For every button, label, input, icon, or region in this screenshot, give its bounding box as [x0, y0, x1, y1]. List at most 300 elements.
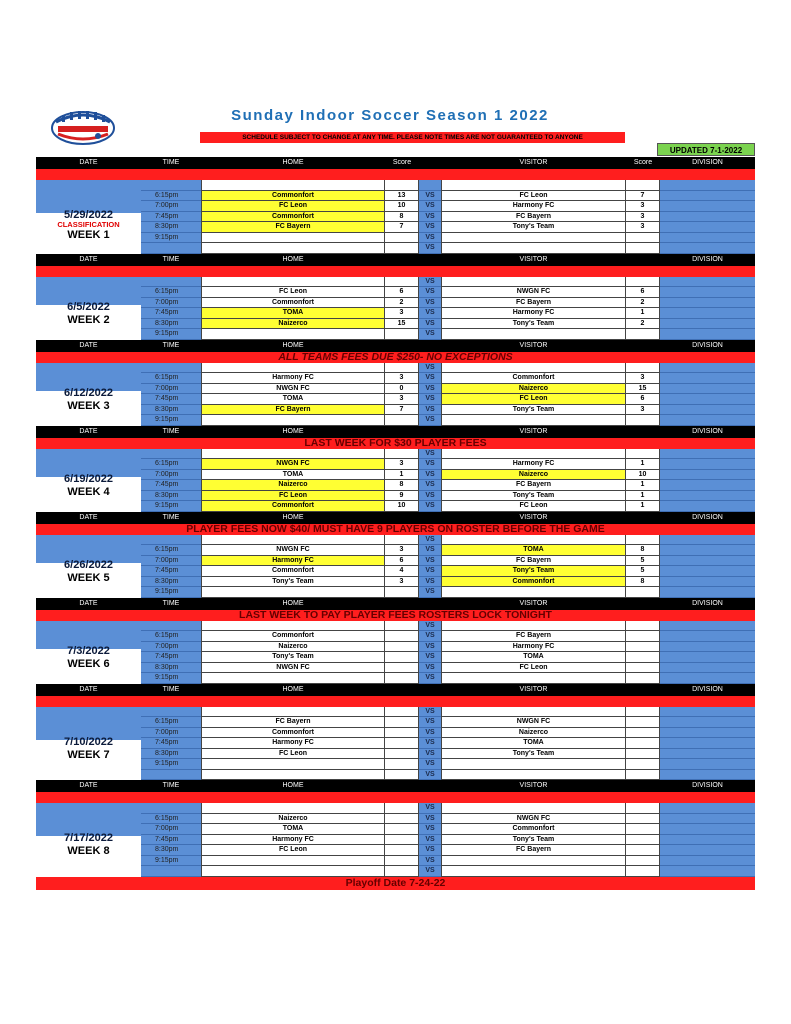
home-score: 6	[385, 287, 419, 298]
visitor-score	[626, 587, 660, 598]
date-cell	[36, 621, 141, 684]
division-cell	[660, 222, 755, 233]
division-cell	[660, 233, 755, 244]
game-time: 9:15pm	[141, 233, 201, 244]
home-score	[385, 180, 419, 191]
visitor-score	[626, 707, 660, 718]
visitor-column-header: VISITOR	[519, 159, 548, 166]
home-score	[385, 277, 419, 288]
home-score	[385, 845, 419, 856]
home-score: 3	[385, 577, 419, 588]
visitor-team: TOMA	[441, 545, 626, 556]
vs-label: VS	[419, 545, 441, 556]
game-time: 7:00pm	[141, 298, 201, 309]
time-column-header: TIME	[162, 159, 180, 166]
home-team: FC Leon	[201, 287, 385, 298]
vs-label: VS	[419, 566, 441, 577]
home-score	[385, 363, 419, 374]
game-time: 9:15pm	[141, 415, 201, 426]
vs-label: VS	[419, 856, 441, 867]
division-cell	[660, 835, 755, 846]
game-row	[36, 770, 755, 781]
game-row	[36, 566, 755, 577]
visitor-team	[441, 329, 626, 340]
visitor-team: Harmony FC	[441, 201, 626, 212]
division-cell	[660, 631, 755, 642]
visitor-team: TOMA	[441, 738, 626, 749]
visitor-team	[441, 673, 626, 684]
home-team: Commonfort	[201, 501, 385, 512]
visitor-score: 1	[626, 308, 660, 319]
division-cell	[660, 673, 755, 684]
home-score: 3	[385, 545, 419, 556]
visitor-team: FC Leon	[441, 501, 626, 512]
date-column-header: DATE	[79, 159, 98, 166]
home-column-header: HOME	[282, 159, 304, 166]
home-score: 3	[385, 373, 419, 384]
vs-label: VS	[419, 480, 441, 491]
visitor-score: 3	[626, 201, 660, 212]
game-time: 7:45pm	[141, 835, 201, 846]
vs-label: VS	[419, 298, 441, 309]
game-time	[141, 449, 201, 460]
column-header-row	[36, 426, 755, 438]
visitor-score	[626, 845, 660, 856]
home-column-header: HOME	[282, 427, 304, 435]
visitor-team: FC Bayern	[441, 556, 626, 567]
game-row	[36, 845, 755, 856]
visitor-score	[626, 803, 660, 814]
home-score	[385, 243, 419, 254]
division-cell	[660, 738, 755, 749]
game-row	[36, 394, 755, 405]
home-team: Naizerco	[201, 642, 385, 653]
visitor-score: 7	[626, 191, 660, 202]
visitor-column-header: VISITOR	[519, 427, 548, 435]
week-block	[36, 621, 755, 684]
division-column-header: DIVISION	[692, 255, 723, 263]
visitor-column-header: VISITOR	[519, 341, 548, 349]
visitor-score	[626, 856, 660, 867]
game-row	[36, 308, 755, 319]
home-team	[201, 329, 385, 340]
vs-label: VS	[419, 673, 441, 684]
visitor-team: FC Bayern	[441, 212, 626, 223]
visitor-score: 2	[626, 319, 660, 330]
division-cell	[660, 749, 755, 760]
game-row	[36, 201, 755, 212]
game-row	[36, 824, 755, 835]
vs-label: VS	[419, 415, 441, 426]
visitor-team: Tony's Team	[441, 319, 626, 330]
home-score	[385, 652, 419, 663]
vs-label: VS	[419, 384, 441, 395]
week-label: WEEK 6	[67, 657, 110, 670]
division-cell	[660, 577, 755, 588]
home-team	[201, 233, 385, 244]
week-block	[36, 803, 755, 877]
division-cell	[660, 243, 755, 254]
game-row	[36, 222, 755, 233]
vs-label	[419, 180, 441, 191]
division-cell	[660, 759, 755, 770]
date-cell	[36, 707, 141, 781]
home-score: 7	[385, 405, 419, 416]
home-team: FC Leon	[201, 845, 385, 856]
visitor-score: 3	[626, 212, 660, 223]
home-score: 8	[385, 212, 419, 223]
week-label: WEEK 2	[67, 313, 110, 326]
visitor-team: Naizerco	[441, 728, 626, 739]
visitor-score	[626, 673, 660, 684]
division-cell	[660, 556, 755, 567]
division-column-header: DIVISION	[692, 341, 723, 349]
game-row	[36, 233, 755, 244]
vs-label: VS	[419, 845, 441, 856]
game-row	[36, 673, 755, 684]
game-row	[36, 405, 755, 416]
game-time: 9:15pm	[141, 673, 201, 684]
date-column-header: DATE	[79, 685, 98, 693]
division-cell	[660, 459, 755, 470]
game-row	[36, 459, 755, 470]
home-column-header: HOME	[282, 513, 304, 521]
week-banner: PLAYER FEES NOW $40/ MUST HAVE 9 PLAYERS ON ROSTER BEFORE THE GAME	[36, 524, 755, 535]
vs-label: VS	[419, 652, 441, 663]
home-team: Harmony FC	[201, 556, 385, 567]
visitor-score: 6	[626, 287, 660, 298]
game-row	[36, 759, 755, 770]
home-score	[385, 707, 419, 718]
week-label: WEEK 7	[67, 748, 110, 761]
visitor-score	[626, 535, 660, 546]
home-team: FC Leon	[201, 491, 385, 502]
home-team: FC Leon	[201, 201, 385, 212]
division-cell	[660, 415, 755, 426]
week-banner: ALL TEAMS FEES DUE $250- NO EXCEPTIONS	[36, 352, 755, 363]
playoff-footer: Playoff Date 7-24-22	[36, 877, 755, 890]
visitor-score: 5	[626, 556, 660, 567]
game-time	[141, 363, 201, 374]
game-row	[36, 277, 755, 288]
visitor-score	[626, 749, 660, 760]
division-cell	[660, 663, 755, 674]
column-header-row	[36, 598, 755, 610]
home-team: FC Bayern	[201, 717, 385, 728]
game-row	[36, 749, 755, 760]
vs-label: VS	[419, 824, 441, 835]
home-team	[201, 759, 385, 770]
visitor-score	[626, 233, 660, 244]
vs-label: VS	[419, 394, 441, 405]
time-column-header: TIME	[162, 427, 180, 435]
visitor-team: Naizerco	[441, 470, 626, 481]
home-score	[385, 759, 419, 770]
home-score	[385, 673, 419, 684]
home-team: NWGN FC	[201, 663, 385, 674]
visitor-column-header: VISITOR	[519, 513, 548, 521]
visitor-score: 8	[626, 545, 660, 556]
game-time: 7:00pm	[141, 384, 201, 395]
home-column-header: HOME	[282, 782, 304, 789]
division-cell	[660, 277, 755, 288]
division-cell	[660, 728, 755, 739]
home-team	[201, 415, 385, 426]
vs-label: VS	[419, 501, 441, 512]
week-block	[36, 180, 755, 254]
visitor-team: Naizerco	[441, 384, 626, 395]
game-time: 6:15pm	[141, 191, 201, 202]
game-time	[141, 803, 201, 814]
home-team: Commonfort	[201, 298, 385, 309]
game-time: 7:45pm	[141, 480, 201, 491]
game-row	[36, 545, 755, 556]
division-cell	[660, 845, 755, 856]
week-banner: LAST WEEK FOR $30 PLAYER FEES	[36, 438, 755, 449]
game-row	[36, 373, 755, 384]
visitor-score	[626, 728, 660, 739]
visitor-score	[626, 759, 660, 770]
home-column-header: HOME	[282, 341, 304, 349]
home-score: 15	[385, 319, 419, 330]
classification-label: CLASSIFICATION	[57, 220, 120, 229]
visitor-team: Harmony FC	[441, 642, 626, 653]
date-column-header: DATE	[79, 782, 98, 789]
visitor-team: Commonfort	[441, 824, 626, 835]
home-team	[201, 866, 385, 877]
game-row	[36, 501, 755, 512]
visitor-score: 10	[626, 470, 660, 481]
division-column-header: DIVISION	[692, 782, 723, 789]
home-team: FC Bayern	[201, 222, 385, 233]
home-team	[201, 770, 385, 781]
vs-label: VS	[419, 233, 441, 244]
game-row	[36, 384, 755, 395]
home-team	[201, 180, 385, 191]
home-team	[201, 277, 385, 288]
division-cell	[660, 480, 755, 491]
game-row	[36, 180, 755, 191]
visitor-team: Commonfort	[441, 373, 626, 384]
date-cell	[36, 363, 141, 426]
visitor-team	[441, 535, 626, 546]
division-column-header: DIVISION	[692, 685, 723, 693]
time-column-header: TIME	[162, 513, 180, 521]
date-column-header: DATE	[79, 599, 98, 607]
game-time: 7:45pm	[141, 738, 201, 749]
match-date: 5/29/2022	[64, 209, 113, 221]
division-cell	[660, 814, 755, 825]
game-row	[36, 243, 755, 254]
home-team	[201, 707, 385, 718]
visitor-team	[441, 856, 626, 867]
visitor-score: 1	[626, 491, 660, 502]
home-score	[385, 642, 419, 653]
visitor-score	[626, 866, 660, 877]
visitor-team: FC Bayern	[441, 480, 626, 491]
vs-label: VS	[419, 535, 441, 546]
week-label: WEEK 8	[67, 845, 110, 857]
vs-label: VS	[419, 728, 441, 739]
visitor-score	[626, 738, 660, 749]
visitor-team: FC Leon	[441, 191, 626, 202]
vs-label: VS	[419, 329, 441, 340]
home-score: 4	[385, 566, 419, 577]
game-row	[36, 287, 755, 298]
division-cell	[660, 470, 755, 481]
vs-label: VS	[419, 243, 441, 254]
vs-label: VS	[419, 470, 441, 481]
visitor-score	[626, 663, 660, 674]
game-time	[141, 866, 201, 877]
game-time	[141, 180, 201, 191]
visitor-team: Harmony FC	[441, 459, 626, 470]
visitor-team: Tony's Team	[441, 222, 626, 233]
division-cell	[660, 287, 755, 298]
division-cell	[660, 405, 755, 416]
week-block	[36, 535, 755, 598]
home-score	[385, 770, 419, 781]
game-time	[141, 621, 201, 632]
division-cell	[660, 298, 755, 309]
vs-label: VS	[419, 212, 441, 223]
vs-label: VS	[419, 373, 441, 384]
visitor-team: TOMA	[441, 652, 626, 663]
home-score: 9	[385, 491, 419, 502]
game-time: 7:45pm	[141, 394, 201, 405]
visitor-team	[441, 277, 626, 288]
game-time: 6:15pm	[141, 287, 201, 298]
match-date: 7/3/2022	[67, 644, 110, 657]
home-team: FC Leon	[201, 749, 385, 760]
home-team: Tony's Team	[201, 577, 385, 588]
division-cell	[660, 652, 755, 663]
game-time: 8:30pm	[141, 405, 201, 416]
home-team: Commonfort	[201, 212, 385, 223]
visitor-team: NWGN FC	[441, 287, 626, 298]
visitor-score	[626, 824, 660, 835]
date-column-header: DATE	[79, 513, 98, 521]
home-score: 0	[385, 384, 419, 395]
game-time: 6:15pm	[141, 717, 201, 728]
game-time: 9:15pm	[141, 856, 201, 867]
home-team	[201, 803, 385, 814]
visitor-team: Harmony FC	[441, 308, 626, 319]
visitor-score	[626, 243, 660, 254]
game-time: 7:00pm	[141, 470, 201, 481]
division-cell	[660, 501, 755, 512]
home-team: NWGN FC	[201, 459, 385, 470]
time-column-header: TIME	[162, 685, 180, 693]
visitor-score: 2	[626, 298, 660, 309]
vs-label: VS	[419, 587, 441, 598]
date-column-header: DATE	[79, 255, 98, 263]
home-column-header: HOME	[282, 599, 304, 607]
division-cell	[660, 642, 755, 653]
game-row	[36, 835, 755, 846]
home-team: Naizerco	[201, 814, 385, 825]
home-team: TOMA	[201, 824, 385, 835]
visitor-team: Commonfort	[441, 577, 626, 588]
home-column-header: HOME	[282, 685, 304, 693]
vs-label: VS	[419, 621, 441, 632]
home-score: 10	[385, 501, 419, 512]
home-score	[385, 717, 419, 728]
home-score	[385, 449, 419, 460]
game-time: 8:30pm	[141, 663, 201, 674]
division-column-header: DIVISION	[692, 599, 723, 607]
week-label: WEEK 3	[67, 399, 110, 412]
column-header-row	[36, 512, 755, 524]
division-cell	[660, 363, 755, 374]
visitor-team: Tony's Team	[441, 405, 626, 416]
visitor-score: 5	[626, 566, 660, 577]
home-score	[385, 587, 419, 598]
game-time: 8:30pm	[141, 577, 201, 588]
visitor-team: FC Leon	[441, 394, 626, 405]
visitor-team: NWGN FC	[441, 717, 626, 728]
vs-label: VS	[419, 191, 441, 202]
visitor-team	[441, 803, 626, 814]
game-row	[36, 652, 755, 663]
visitor-score: 15	[626, 384, 660, 395]
schedule-notice: SCHEDULE SUBJECT TO CHANGE AT ANY TIME. PLEASE NOTE TIMES ARE NOT GUARANTEED TO ANYONE	[200, 132, 625, 143]
home-score	[385, 856, 419, 867]
game-row	[36, 449, 755, 460]
home-score	[385, 835, 419, 846]
visitor-team	[441, 415, 626, 426]
home-score	[385, 415, 419, 426]
visitor-score: 1	[626, 459, 660, 470]
home-score	[385, 814, 419, 825]
home-score	[385, 728, 419, 739]
visitor-column-header: VISITOR	[519, 685, 548, 693]
visitor-team: NWGN FC	[441, 814, 626, 825]
home-team	[201, 856, 385, 867]
division-cell	[660, 803, 755, 814]
home-score: 2	[385, 298, 419, 309]
visitor-team: FC Bayern	[441, 298, 626, 309]
home-team: TOMA	[201, 308, 385, 319]
date-cell	[36, 449, 141, 512]
home-team	[201, 621, 385, 632]
match-date: 6/12/2022	[64, 386, 113, 399]
game-time	[141, 277, 201, 288]
vs-label: VS	[419, 803, 441, 814]
game-time	[141, 535, 201, 546]
division-cell	[660, 866, 755, 877]
vs-label: VS	[419, 459, 441, 470]
visitor-score	[626, 277, 660, 288]
home-score-column-header: Score	[392, 159, 412, 166]
home-team: Harmony FC	[201, 373, 385, 384]
game-row	[36, 803, 755, 814]
division-cell	[660, 545, 755, 556]
home-score: 6	[385, 556, 419, 567]
visitor-score	[626, 631, 660, 642]
game-time: 6:15pm	[141, 631, 201, 642]
game-time: 8:30pm	[141, 491, 201, 502]
game-row	[36, 298, 755, 309]
updated-badge: UPDATED 7-1-2022	[657, 143, 755, 156]
home-score: 8	[385, 480, 419, 491]
visitor-score	[626, 363, 660, 374]
home-team: TOMA	[201, 470, 385, 481]
division-cell	[660, 491, 755, 502]
visitor-team	[441, 180, 626, 191]
home-team: NWGN FC	[201, 545, 385, 556]
week-block	[36, 277, 755, 340]
